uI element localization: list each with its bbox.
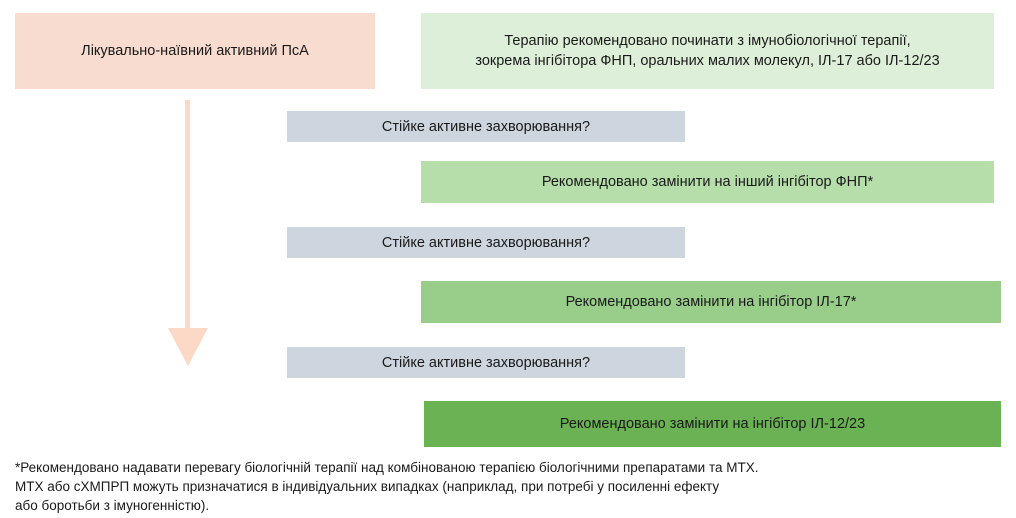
recommendation-box-3 — [424, 401, 1001, 447]
footnote — [15, 458, 1005, 515]
question-box-2 — [287, 227, 685, 258]
down-arrow-icon — [168, 100, 208, 370]
initial-therapy-box — [421, 13, 994, 89]
question-box-3 — [287, 347, 685, 378]
start-box — [15, 13, 375, 89]
footnote-line-3: або боротьби з імуногенністю). — [15, 498, 210, 513]
footnote-line-1: *Рекомендовано надавати перевагу біологічній терапії над комбінованою терапією біологічними препаратами та МТХ. — [15, 460, 759, 475]
recommendation-label-2: Рекомендовано замінити на інгібітор ІЛ-17* — [565, 294, 857, 310]
recommendation-box-1 — [421, 161, 994, 203]
question-label-1: Стійке активне захворювання? — [381, 118, 591, 135]
question-label-3: Стійке активне захворювання? — [381, 354, 591, 371]
initial-therapy-line-2: зокрема інгібітора ФНП, оральних малих молекул, ІЛ-17 або ІЛ-12/23 — [475, 53, 940, 69]
recommendation-label-3: Рекомендовано замінити на інгібітор ІЛ-12/23 — [559, 416, 866, 432]
question-label-2: Стійке активне захворювання? — [381, 234, 591, 251]
start-label: Лікувально-наївний активний ПсА — [81, 43, 309, 59]
question-box-1 — [287, 111, 685, 142]
recommendation-box-2 — [421, 281, 1001, 323]
recommendation-label-1: Рекомендовано замінити на інший інгібітор ФНП* — [541, 174, 874, 190]
initial-therapy-line-1: Терапію рекомендовано починати з імунобіологічної терапії, — [504, 33, 911, 49]
footnote-line-2: МТХ або сХМПРП можуть призначатися в індивідуальних випадках (наприклад, при потребі у посиленні ефекту — [15, 479, 720, 494]
